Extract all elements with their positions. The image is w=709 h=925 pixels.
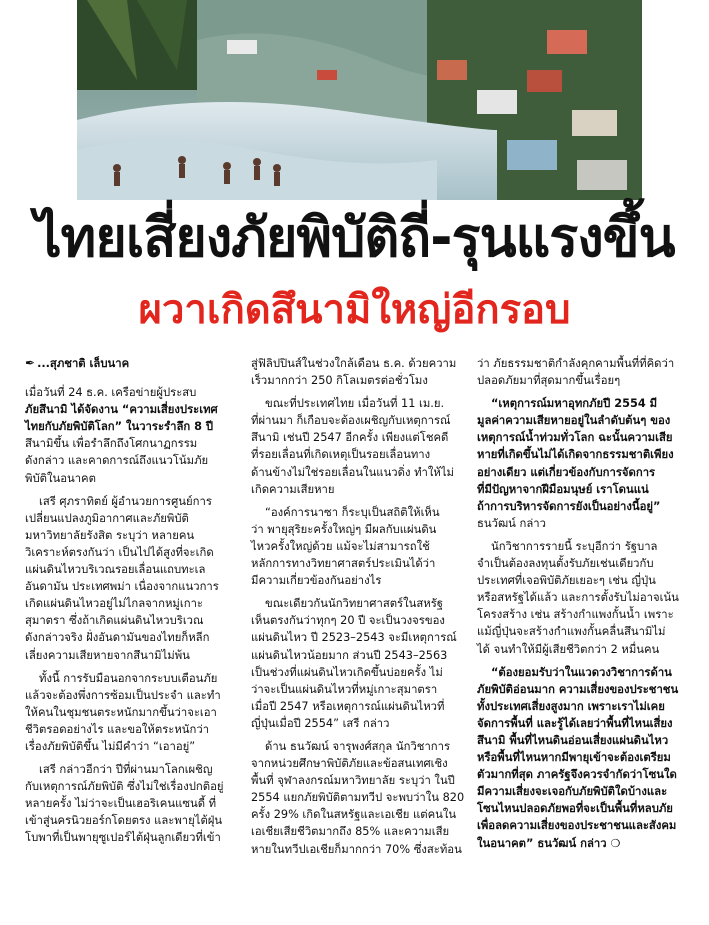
article-line: สึนามิ เช่นปี 2547 อีกครั้ง เพียงแต่โชคดี (251, 431, 449, 445)
article-line: ภัยพิบัติอ่อนมาก ความเสี่ยงของประชาชน (477, 682, 679, 696)
article-line: ทั้งประเทศเสี่ยงสูงมาก เพราะเราไม่เคย (477, 699, 665, 713)
article-line: จำเป็นต้องลงทุนตั้งรับภัยเช่นเดียวกับ (477, 557, 654, 571)
article-line: อันดามัน ประเทศพม่า เนื่องจากแนวการ (25, 580, 219, 594)
article-line: “เหตุการณ์มหาอุทกภัยปี 2554 มี (491, 397, 658, 411)
article-line: เพื่อลดความเสี่ยงของประชาชนและสังคม (477, 819, 677, 833)
article-line: โซนไหนปลอดภัยพอที่จะเป็นพื้นที่หลบภัย (477, 802, 673, 816)
article-line: นักวิชาการรายนี้ ระบุอีกว่า รัฐบาล (491, 539, 658, 553)
article-line: ด้านข้างไม่ใช่รอยเลื่อนในแนวดิ่ง ทำให้ไม่ (251, 465, 454, 479)
article-line: ที่มีปัญหาจากฝีมือมนุษย์ เราโดนแน่ (477, 482, 649, 496)
headline: ไทยเสี่ยงภัยพิบัติถี่-รุนแรงขึ้น (34, 206, 675, 269)
article-line: โครงสร้าง เช่น สร้างกำแพงกั้นน้ำ เพราะ (477, 608, 674, 622)
article-line: ประเทศที่เจอพิบัติภัยเยอะๆ เช่น ญี่ปุ่น (477, 574, 656, 588)
article-line: 2554 แยกภัยพิบัติตามทวีป จะพบว่าใน 820 (251, 791, 465, 805)
article-line: เหตุการณ์น้ำท่วมทั่วโลก ฉะนั้นความเสีย (477, 431, 673, 445)
article-line: เกิดความเสียหาย (251, 482, 335, 496)
article-line: เข้าสู่นครนิวยอร์กโดยตรง และพายุไต้ฝุ่น (25, 814, 223, 828)
article-line: พิบัติในอนาคต (25, 471, 96, 485)
article-line: “ต้องยอมรับว่าในแวดวงวิชาการด้าน (491, 665, 672, 679)
article-line: เป็นช่วงที่แผ่นดินไหวเกิดขึ้นบ่อยครั้ง ไม่ (251, 665, 443, 679)
article-line: ว่า ภัยธรรมชาติกำลังคุกคามพื้นที่ที่คิดว่า (477, 357, 675, 370)
article-line: ไทยกับภัยพิบัติโลก” ในวาระรำลึก 8 ปี (25, 420, 214, 434)
article-line: เมื่อวันที่ 24 ธ.ค. เครือข่ายผู้ประสบ (25, 386, 197, 400)
article-line: ที่รอยเลื่อนที่เกิดเหตุเป็นรอยเลื่อนทาง (251, 448, 431, 462)
article-line: หลายครั้ง ไม่ว่าจะเป็นเฮอริเคนแซนดี้ ที่ (25, 797, 217, 811)
article-line: หลักการทางวิทยาศาสตร์ประเมินได้ว่า (251, 557, 436, 571)
article-line: จัดการพื้นที่ และรู้ได้เลยว่าพื้นที่ไหนเสี่ยง (477, 716, 673, 730)
article-line: เอเชียเสียชีวิตมากถึง 85% และความเสีย (251, 825, 450, 839)
subheadline: ผวาเกิดสึนามิใหญ่อีกรอบ (138, 287, 571, 333)
article-line: มูลค่าความเสียหายอยู่ในลำดับต้นๆ ของ (477, 414, 671, 428)
col3-lines (477, 355, 689, 852)
article-line: ชีวิตรอดอย่างไร และขอให้ตระหนักว่า (25, 722, 210, 736)
article-line: ดังกล่าวจริง ฝั่งอันดามันของไทยก็หลีก (25, 631, 210, 645)
article-column-2 (251, 355, 463, 858)
article-line: “องค์การนาซา ก็ระบุเป็นสถิติให้เห็น (265, 505, 440, 519)
article-line: ทั้งนี้ การรับมือนอกจากระบบเตือนภัย (39, 671, 218, 685)
article-line: ตัวมากที่สุด ภาครัฐจึงควรจำกัดว่าโซนใด (477, 768, 677, 782)
article-line: แผ่นดินไหวบริเวณรอยเลื่อนแถบทะเล (25, 563, 206, 577)
article-line: ขณะที่ประเทศไทย เมื่อวันที่ 11 เม.ย. (265, 397, 445, 411)
article-line: จากหน่วยศึกษาพิบัติภัยและข้อสนเทศเชิง (251, 757, 448, 771)
byline-text: ...สุภชาติ เล็บนาค (37, 357, 130, 370)
article-line: ถ้าการบริหารจัดการยังเป็นอย่างนี้อยู่” (477, 499, 661, 513)
article-line: เลี่ยงความเสียหายจากสึนามิไม่พ้น (25, 648, 190, 662)
article-line: ปลอดภัยมาที่สุดมากขึ้นเรื่อยๆ (477, 374, 621, 388)
article-line: หายในทวีปเอเชียก็มากกว่า 70% ซึ่งสะท้อน (251, 842, 462, 856)
article-line: สุมาตรา ซึ่งถ้าเกิดแผ่นดินไหวบริเวณ (25, 614, 204, 628)
article-line: ให้คนในชุมชนตระหนักมากขึ้นว่าจะเอา (25, 705, 217, 719)
article-line: อย่างเดียว แต่เกี่ยวข้องกับการจัดการ (477, 465, 656, 479)
article-line: มหาวิทยาลัยรังสิต ระบุว่า หลายคน (25, 528, 195, 542)
article-line: ด้าน ธนวัฒน์ จารุพงศ์สกุล นักวิชาการ (265, 739, 451, 753)
article-line: หายที่เกิดขึ้นไม่ได้เกิดจากธรรมชาติเพียง (477, 448, 674, 462)
article-line: ครั้ง 29% เกิดในสหรัฐและเอเชีย แต่คนใน (251, 808, 457, 822)
article-line: เร็วมากกว่า 250 กิโลเมตรต่อชั่วโมง (251, 374, 428, 388)
article-line: พื้นที่ จุฬาลงกรณ์มหาวิทยาลัย ระบุว่า ในปี (251, 774, 455, 788)
tsunami-photo (77, 0, 642, 200)
article-line: วิเคราะห์ตรงกันว่า เป็นไปได้สูงที่จะเกิด (25, 545, 214, 559)
byline (25, 355, 237, 372)
article-column-3 (477, 355, 689, 852)
article-line: สึนามิ พื้นที่ไหนดินอ่อนเสี่ยงแผ่นดินไหว (477, 733, 669, 747)
article-column-1 (25, 355, 237, 847)
article-line: โบพาที่เป็นพายุซูเปอร์ไต้ฝุ่นลูกเดียวที่เข้า (25, 831, 221, 845)
article-line: หรือสหรัฐได้แล้ว และการตั้งรับไม่อาจเน้น (477, 591, 679, 605)
article-line: กับเหตุการณ์ภัยพิบัติ ซึ่งไม่ใช่เรื่องปกติอยู่ (25, 780, 224, 794)
article-line: ที่ผ่านมา ก็เกือบจะต้องเผชิญกับเหตุการณ์ (251, 414, 451, 428)
article-line: ได้ จนทำให้มีผู้เสียชีวิตกว่า 2 หมื่นคน (477, 642, 660, 656)
article-line: ในอนาคต” ธนวัฒน์ กล่าว ❍ (477, 836, 621, 850)
article-line: แม้ญี่ปุ่นจะสร้างกำแพงกั้นคลื่นสึนามิไม่ (477, 625, 666, 639)
article-line: เรื่องภัยพิบัติขึ้น ไม่มีคำว่า “เอาอยู่” (25, 739, 196, 753)
article-line: เปลี่ยนแปลงภูมิอากาศและภัยพิบัติ (25, 511, 189, 525)
article-line: เสรี กล่าวอีกว่า ปีที่ผ่านมาโลกเผชิญ (39, 763, 213, 777)
article-line: แผ่นดินไหวน้อยมาก ส่วนปี 2543–2563 (251, 648, 448, 662)
article-line: แล้วจะต้องพึ่งการซ้อมเป็นประจำ และทำ (25, 688, 221, 702)
article-line: ไหวครั้งใหญ่ด้วย แม้จะไม่สามารถใช้ (251, 539, 430, 553)
article-line: สึนามิขึ้น เพื่อรำลึกถึงโศกนาฏกรรม (25, 437, 198, 451)
col1-lines (25, 384, 237, 846)
quill-icon: ✒ (25, 356, 36, 370)
article-line: ว่า พายุสุริยะครั้งใหญ่ๆ มีผลกับแผ่นดิน (251, 522, 437, 536)
article-line: ว่าจะเป็นแผ่นดินไหวที่หมู่เกาะสุมาตรา (251, 682, 438, 696)
article-line: ขณะเดียวกันนักวิทยาศาสตร์ในสหรัฐ (265, 597, 444, 611)
article-line: เสรี ศุภราทิตย์ ผู้อำนวยการศูนย์การ (39, 494, 212, 508)
article-line: แผ่นดินไหว ปี 2523–2543 จะมีเหตุการณ์ (251, 631, 457, 645)
end-mark-icon: ❍ (606, 836, 621, 850)
article-line: ดังกล่าว และคาดการณ์ถึงแนวโน้มภัย (25, 454, 209, 468)
col2-lines (251, 355, 463, 858)
article-line: เกิดแผ่นดินไหวอยู่ไม่ไกลจากหมู่เกาะ (25, 597, 203, 611)
article-line: เมื่อปี 2547 หรือเหตุการณ์แผ่นดินไหวที่ (251, 699, 445, 713)
article-line: มีความเกี่ยวข้องกันอย่างไร (251, 574, 382, 588)
article-line: มีความเสี่ยงจะเจอกับภัยพิบัติใดบ้างและ (477, 785, 668, 799)
article-line: สู่ฟิลิปปินส์ในช่วงใกล้เดือน ธ.ค. ด้วยความ (251, 357, 457, 370)
article-line: ญี่ปุ่นเมื่อปี 2554” เสรี กล่าว (251, 716, 390, 730)
article-line: หรือพื้นที่ไหนหากมีพายุเข้าจะต้องเตรียม (477, 751, 671, 765)
article-line: ธนวัฒน์ กล่าว (477, 516, 546, 530)
article-line: ภัยสึนามิ ได้จัดงาน “ความเสี่ยงประเทศ (25, 403, 218, 417)
article-line: เห็นตรงกันว่าทุกๆ 20 ปี จะเป็นวงจรของ (251, 614, 445, 628)
